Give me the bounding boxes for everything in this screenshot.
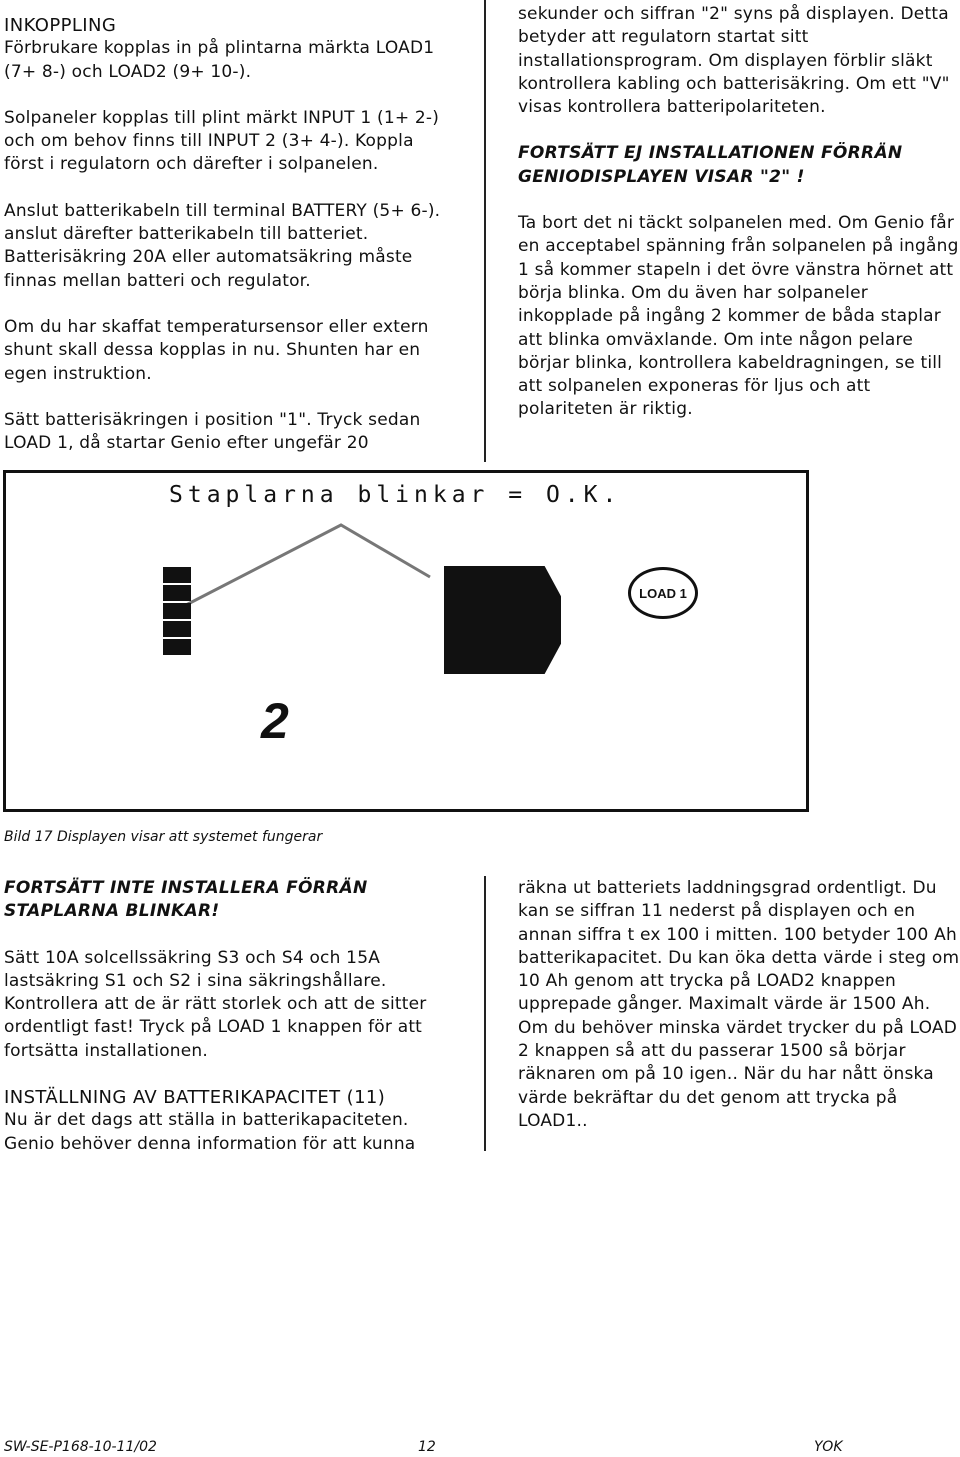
document-id: SW-SE-P168-10-11/02	[4, 1439, 157, 1455]
paragraph-battery-wiring: Anslut batterikabeln till terminal BATTERY (5+ 6-). anslut därefter batterikabeln till batteriet. Batterisäkring 20A eller automatsäkring måste finnas mellan batteri och regulator.	[4, 200, 441, 291]
paragraph-solar-wiring: Solpaneler kopplas till plint märkt INPUT 1 (1+ 2-) och om behov finns till INPUT 2 (3+ 4-). Koppla först i regulatorn och därefter i solpanelen.	[4, 107, 440, 175]
column-divider-bottom	[484, 876, 486, 1151]
bottom-left-column	[4, 877, 459, 1156]
warning-bars-blink: FORTSÄTT INTE INSTALLERA FÖRRÄN STAPLARNA BLINKAR!	[4, 878, 368, 922]
display-bar-segment	[163, 603, 191, 619]
display-bar-segment	[163, 567, 191, 583]
brand-label: YOK	[814, 1439, 843, 1455]
paragraph-sensor-shunt: Om du har skaffat temperatursensor eller extern shunt skall dessa kopplas in nu. Shunten har en egen instruktion.	[4, 316, 429, 384]
display-bar-segment	[163, 621, 191, 637]
figure-caption: Bild 17 Displayen visar att systemet fungerar	[4, 829, 323, 845]
paragraph-capacity-setting: räkna ut batteriets laddningsgrad ordentligt. Du kan se siffran 11 nederst på displayen och en annan siffra t ex 100 i mitten. 100 betyder 100 Ah batterikapacitet. Du kan öka detta värde i steg om 10 Ah genom att trycka på LOAD2 knappen upprepade gånger. Maximalt värde är 1500 Ah. Om du behöver minska värdet trycker du på LOAD 2 knappen så att du passerar 1500 så börjar räknaren om på 10 igen.. När du har nått önska värde bekräftar du det genom att trycka på LOAD1..	[518, 878, 960, 1131]
warning-display-2: FORTSÄTT EJ INSTALLATIONEN FÖRRÄN GENIODISPLAYEN VISAR "2" !	[518, 143, 903, 187]
load1-indicator: LOAD 1	[628, 567, 698, 619]
display-center-bar	[444, 566, 561, 674]
display-digit: 2	[261, 693, 289, 749]
paragraph-fuse-position: Sätt batterisäkringen i position "1". Tryck sedan LOAD 1, då startar Genio efter ungefär 20	[4, 409, 421, 454]
callout-line	[186, 525, 430, 605]
paragraph-capacity-intro: Nu är det dags att ställa in batterikapaciteten. Genio behöver denna information för att kunna	[4, 1110, 416, 1154]
display-bar-segment	[163, 639, 191, 655]
section-heading-inkoppling: INKOPPLING	[4, 15, 117, 36]
paragraph-solar-bars: Ta bort det ni täckt solpanelen med. Om Genio får en acceptabel spänning från solpanelen på ingång 1 så kommer stapeln i det övre vänstra hörnet att börja blinka. Om du även har solpaneler inkopplade på ingång 2 kommer de båda staplar att blinka omväxlande. Om inte någon pelare börjar blinka, kontrollera kabeldragningen, se till att solpanelen exponeras för ljus och att polariteten är riktig.	[518, 213, 959, 420]
display-callout-label: Staplarna blinkar = O.K.	[169, 482, 622, 508]
paragraph-load-wiring: Förbrukare kopplas in på plintarna märkta LOAD1 (7+ 8-) och LOAD2 (9+ 10-).	[4, 38, 435, 82]
bottom-right-column	[518, 877, 960, 1133]
page-number: 12	[418, 1439, 436, 1455]
display-bar-segment	[163, 585, 191, 601]
paragraph-startup: sekunder och siffran "2" syns på displayen. Detta betyder att regulatorn startat sitt installationsprogram. Om displayen förblir släkt kontrollera kabling och batterisäkring. Om ett "V" visas kontrollera batteripolariteten.	[518, 4, 950, 118]
section-heading-battery-capacity: INSTÄLLNING AV BATTERIKAPACITET (11)	[4, 1087, 386, 1109]
paragraph-fuses: Sätt 10A solcellssäkring S3 och S4 och 15A lastsäkring S1 och S2 i sina säkringshållare. Kontrollera att de är rätt storlek och att de sitter ordentligt fast! Tryck på LOAD 1 knappen för att fortsätta installationen.	[4, 947, 427, 1061]
